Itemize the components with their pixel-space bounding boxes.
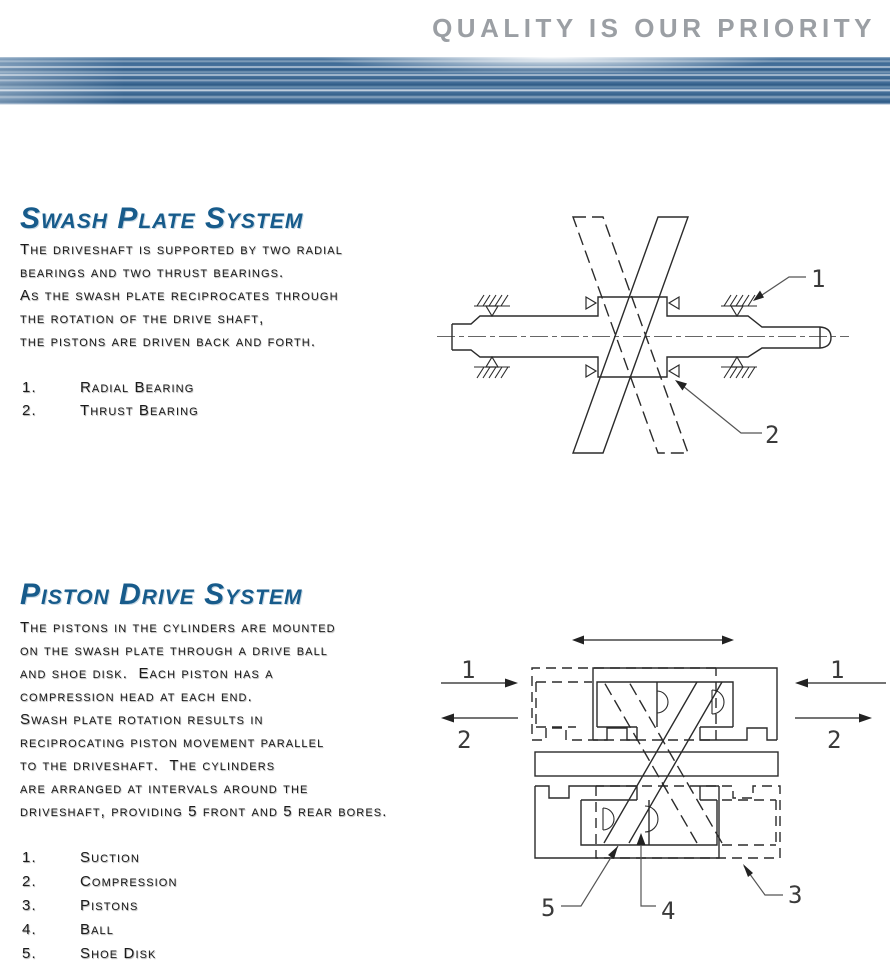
reciprocation-arrow [572,636,734,645]
legend-label: Ball [80,921,114,938]
leader-4 [637,833,676,925]
cylinder-block-bottom [535,786,719,858]
body-line: Swash plate rotation results in [20,711,264,728]
body-line: bearings and two thrust bearings. [20,264,285,281]
diagram2-label-3: 3 [788,881,803,909]
diagram2-label-5: 5 [541,894,556,922]
diagram2-label-1-left: 1 [461,656,476,684]
leader-2 [675,380,779,449]
diagram1-label-1: 1 [811,265,826,293]
body-line: The pistons in the cylinders are mounted [20,619,336,636]
blue-stripe-band [0,57,890,105]
swash-plate-strip [604,682,722,843]
shoe-disk [645,806,658,832]
body-line: reciprocating piston movement parallel [20,734,325,751]
diagram2-label-2-left: 2 [457,726,472,754]
legend-number: 1. [22,379,37,396]
diagram2-label-4: 4 [661,897,676,925]
cylinder-block-top-ghost [532,668,716,740]
body-line: the pistons are driven back and forth. [20,333,317,350]
company-tagline: QUALITY IS OUR PRIORITY [432,13,876,43]
section1-title: Swash Plate System [20,202,304,235]
body-line: compression head at each end. [20,688,253,705]
body-line: to the driveshaft. The cylinders [20,757,276,774]
piston-drive-diagram [440,608,890,948]
body-line: The driveshaft is supported by two radial [20,241,343,258]
cylinder-block-bottom-ghost [596,786,780,858]
swash-plate-diagram [430,195,890,465]
legend-label: Pistons [80,897,139,914]
drive-ball [657,691,668,713]
leader-3 [743,864,802,909]
drive-ball [603,808,614,830]
suction-arrow-left [441,656,518,688]
body-line: As the swash plate reciprocates through [20,287,339,304]
swash-plate-solid [573,217,688,453]
body-line: and shoe disk. Each piston has a [20,665,274,682]
legend-number: 2. [22,873,37,890]
diagram2-label-1-right: 1 [830,656,845,684]
legend-label: Thrust Bearing [80,402,199,419]
compression-arrow-right [795,714,872,755]
legend-label: Radial Bearing [80,379,195,396]
diagram2-label-2-right: 2 [827,726,842,754]
section2-title: Piston Drive System [20,578,303,611]
compression-arrow-left [441,714,518,755]
legend-number: 3. [22,897,37,914]
legend-label: Compression [80,873,178,890]
legend-number: 5. [22,945,37,962]
suction-arrow-right [795,656,886,688]
body-line: driveshaft, providing 5 front and 5 rear bores. [20,803,388,820]
diagram1-label-2: 2 [765,421,780,449]
legend-number: 4. [22,921,37,938]
legend-number: 2. [22,402,37,419]
body-line: are arranged at intervals around the [20,780,309,797]
body-line: on the swash plate through a drive ball [20,642,329,659]
swash-plate-dashed [573,217,688,453]
leader-1 [753,265,825,301]
legend-label: Shoe Disk [80,945,157,962]
legend-number: 1. [22,849,37,866]
legend-label: Suction [80,849,140,866]
drive-ball [712,690,724,714]
body-line: the rotation of the drive shaft, [20,310,265,327]
